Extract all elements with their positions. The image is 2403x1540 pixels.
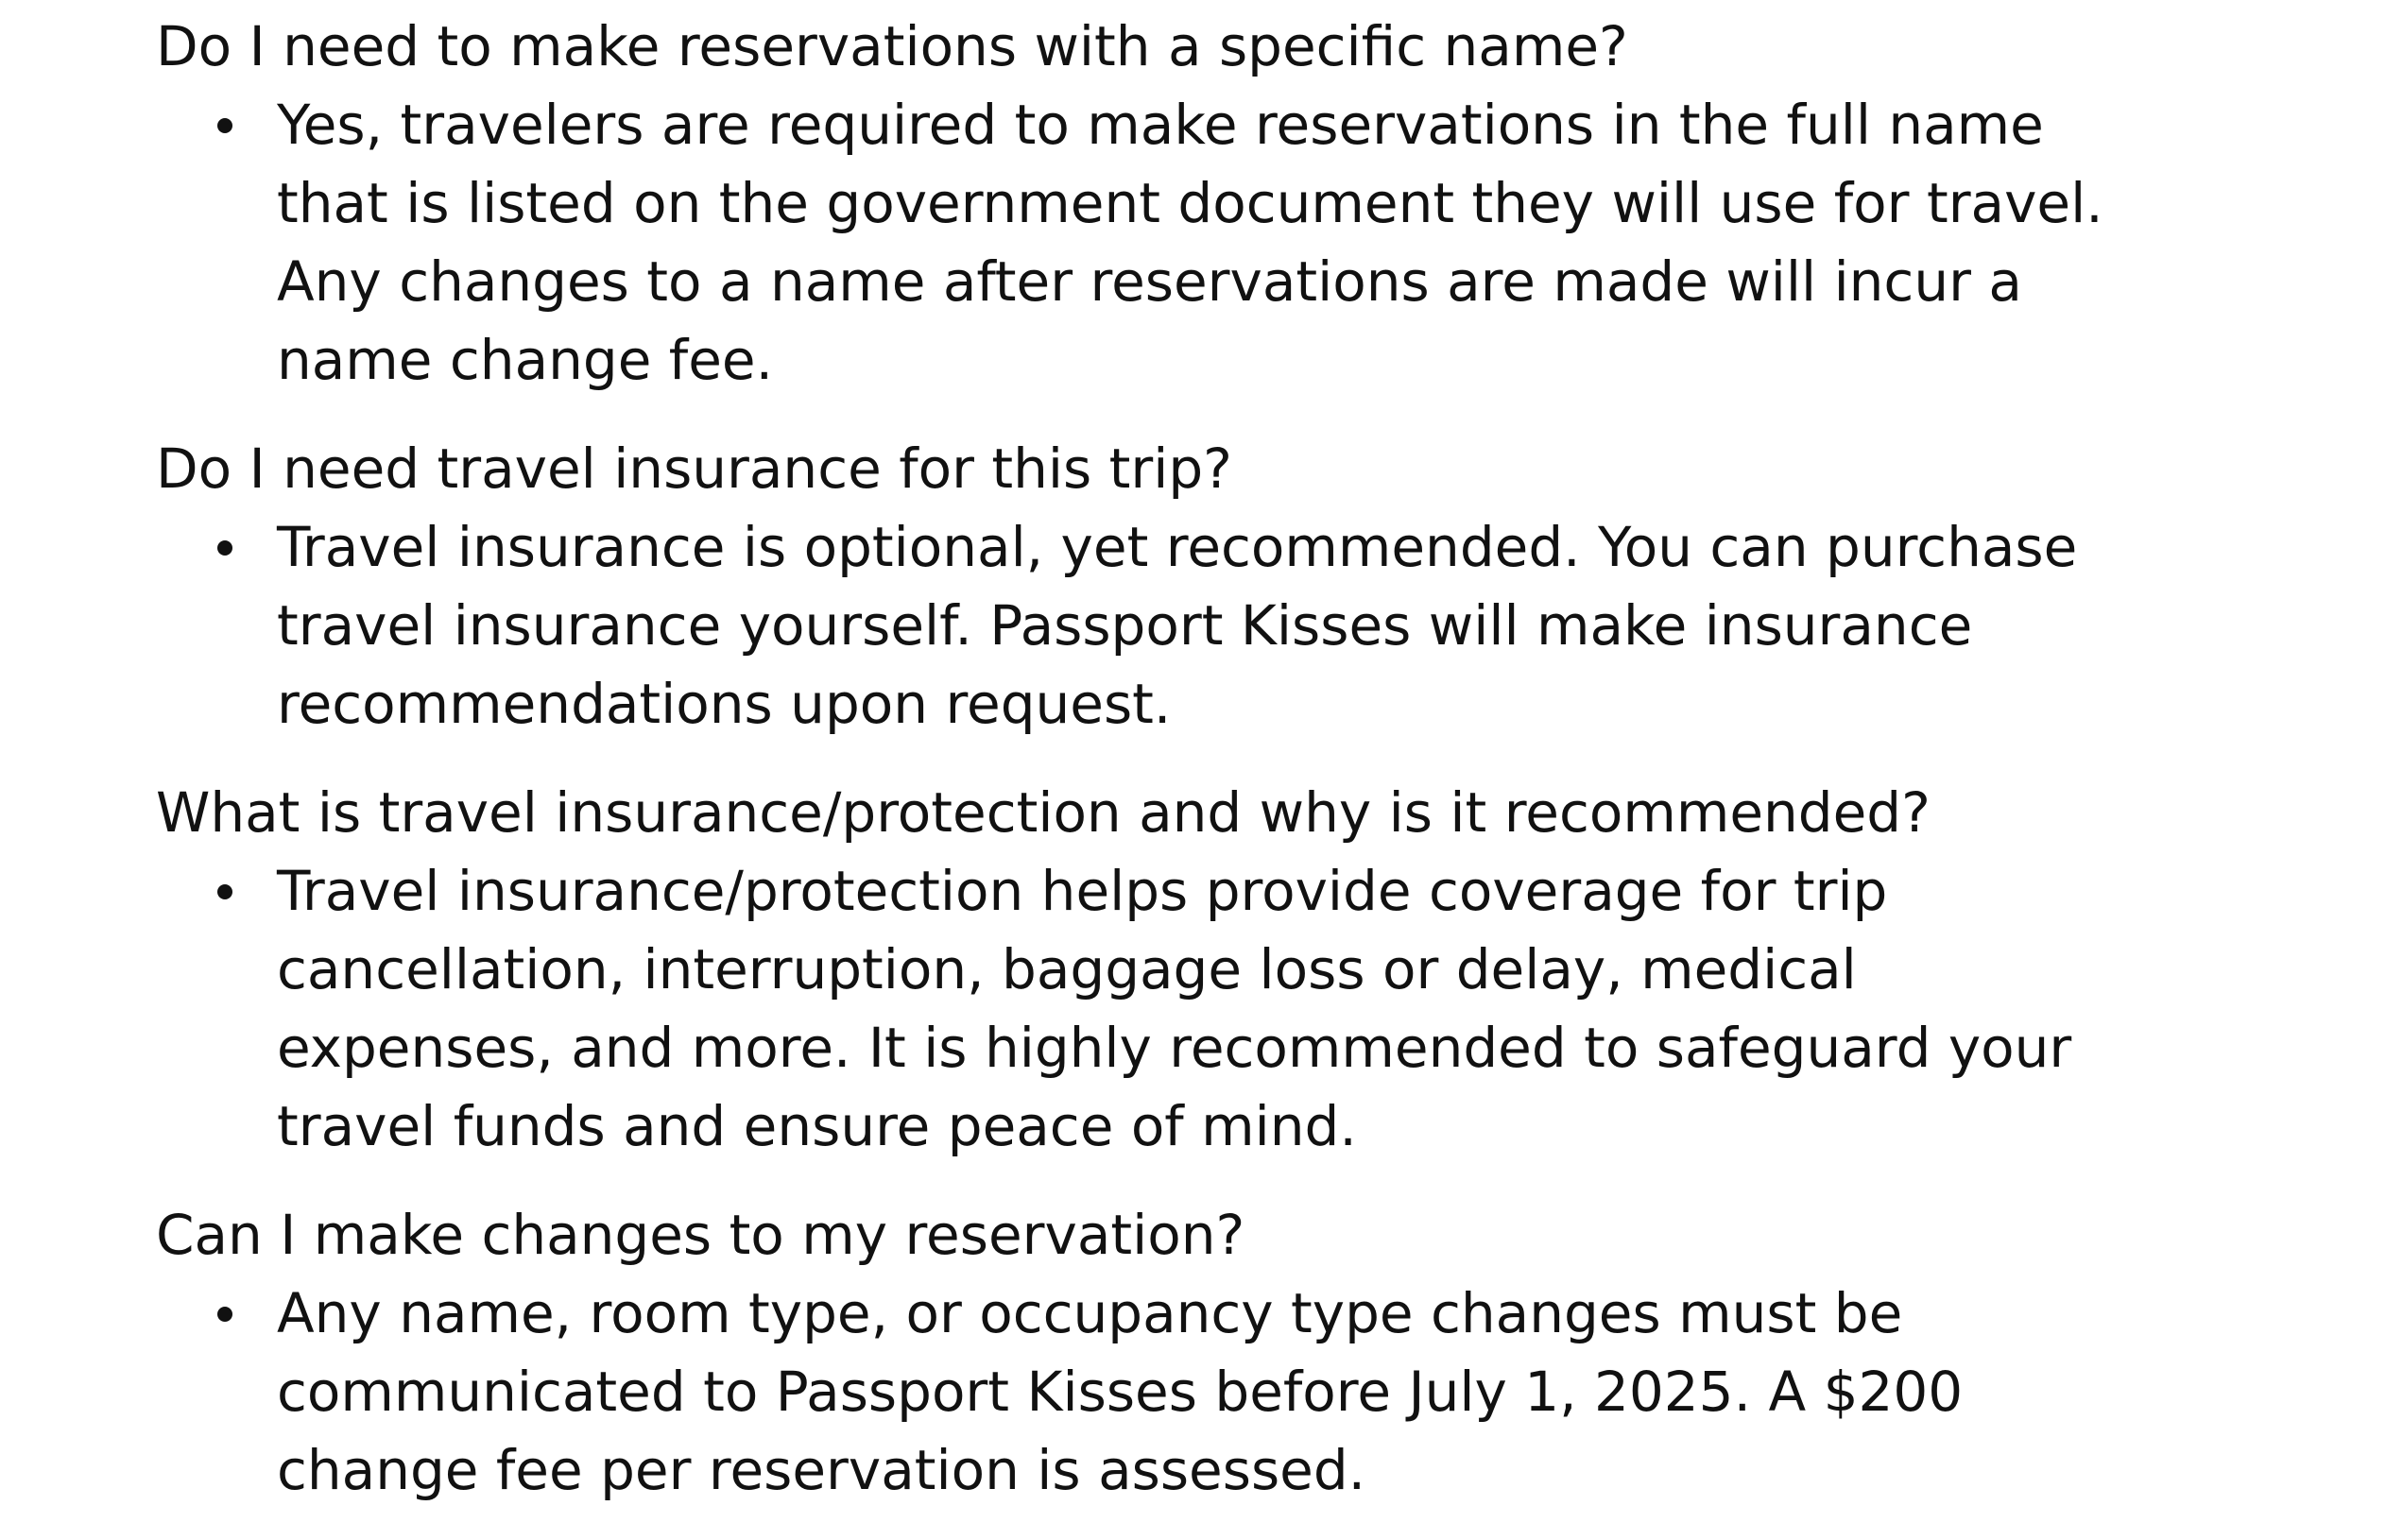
answer-line: Any name, room type, or occupancy type changes must be xyxy=(277,1281,1903,1345)
faq-item-insurance-protection xyxy=(156,774,2291,1166)
faq-answer-list xyxy=(156,508,2291,744)
faq-item-name-reservations xyxy=(156,8,2291,400)
faq-question: What is travel insurance/protection and why is it recommended? xyxy=(156,780,1931,845)
answer-line: recommendations upon request. xyxy=(277,672,1172,736)
answer-line: Travel insurance is optional, yet recommended. You can purchase xyxy=(277,515,2078,579)
bullet-icon xyxy=(217,1307,232,1322)
answer-line: travel funds and ensure peace of mind. xyxy=(277,1094,1357,1158)
answer-line: expenses, and more. It is highly recommended to safeguard your xyxy=(277,1016,2072,1080)
faq-answer-list xyxy=(156,86,2291,400)
faq-answer xyxy=(156,1275,2291,1510)
faq-answer-list xyxy=(156,852,2291,1166)
bullet-icon xyxy=(217,118,232,133)
faq-answer xyxy=(156,508,2291,744)
answer-line: cancellation, interruption, baggage loss or delay, medical xyxy=(277,937,1857,1001)
faq-question: Can I make changes to my reservation? xyxy=(156,1203,1245,1267)
faq-section xyxy=(156,8,2291,1540)
faq-answer xyxy=(156,852,2291,1166)
answer-line: Yes, travelers are required to make reservations in the full name xyxy=(277,93,2044,157)
faq-answer xyxy=(156,86,2291,400)
answer-line: Travel insurance/protection helps provide coverage for trip xyxy=(277,859,1888,923)
faq-question: Do I need to make reservations with a specific name? xyxy=(156,14,1628,78)
answer-line: name change fee. xyxy=(277,328,774,392)
faq-item-travel-insurance xyxy=(156,430,2291,744)
answer-line: that is listed on the government document they will use for travel. xyxy=(277,171,2103,235)
answer-line: Any changes to a name after reservations are made will incur a xyxy=(277,249,2022,314)
answer-line: travel insurance yourself. Passport Kisses will make insurance xyxy=(277,593,1973,658)
bullet-icon xyxy=(217,540,232,556)
faq-answer-list xyxy=(156,1275,2291,1510)
faq-question: Do I need travel insurance for this trip? xyxy=(156,436,1232,501)
faq-item-reservation-changes xyxy=(156,1196,2291,1510)
answer-line: communicated to Passport Kisses before July 1, 2025. A $200 xyxy=(277,1360,1964,1424)
bullet-icon xyxy=(217,884,232,899)
answer-line: change fee per reservation is assessed. xyxy=(277,1438,1366,1502)
